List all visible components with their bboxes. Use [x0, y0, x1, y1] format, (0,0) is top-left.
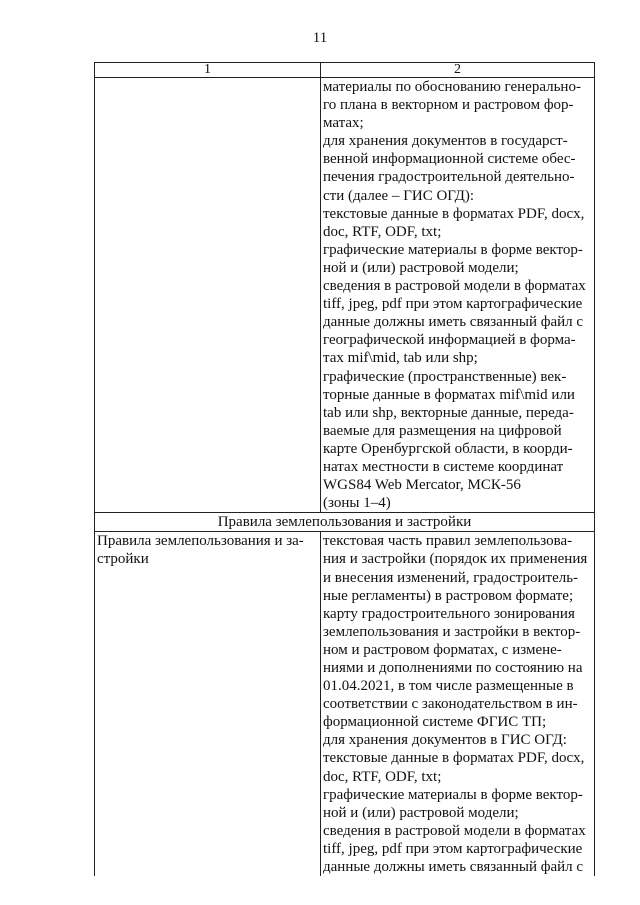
- cell-text-line: торные данные в форматах mif\mid или: [323, 386, 575, 403]
- cell-text-line: данные должны иметь связанный файл с: [323, 859, 584, 876]
- cell-text-line: землепользования и застройки в вектор-: [323, 623, 581, 640]
- cell-text-line: сведения в растровой модели в форматах: [323, 822, 586, 839]
- row-3-col-2: [321, 532, 595, 876]
- requirements-table: [94, 62, 595, 876]
- cell-text-line: и внесения изменений, градостроитель-: [323, 569, 579, 586]
- cell-text-line: карту градостроительного зонирования: [323, 605, 575, 622]
- cell-text-line: матах;: [323, 115, 364, 132]
- cell-text-line: для хранения документов в ГИС ОГД:: [323, 732, 567, 749]
- column-header-2: 2: [321, 63, 595, 78]
- cell-text-line: для хранения документов в государст-: [323, 133, 568, 150]
- row-3-col-1: [95, 532, 321, 876]
- cell-text-line: ной и (или) растровой модели;: [323, 259, 519, 276]
- cell-text-line: натах местности в системе координат: [323, 458, 564, 475]
- cell-text-line: сти (далее – ГИС ОГД):: [323, 187, 475, 204]
- cell-text-line: tiff, jpeg, pdf при этом картографические: [323, 840, 583, 857]
- cell-text-line: географической информацией в форма-: [323, 332, 576, 349]
- cell-text-line: 01.04.2021, в том числе размещенные в: [323, 678, 574, 695]
- cell-text-line: doc, RTF, ODF, txt;: [323, 223, 442, 240]
- cell-text-line: ваемые для размещения на цифровой: [323, 422, 562, 439]
- cell-text-line: текстовые данные в форматах PDF, docx,: [323, 205, 585, 222]
- cell-text-line: Правила землепользования и за-: [97, 533, 304, 550]
- cell-text-line: ные регламенты) в растровом формате;: [323, 587, 574, 604]
- cell-text-line: ния и застройки (порядок их применения: [323, 551, 588, 568]
- cell-text-line: tab или shp, векторные данные, переда-: [323, 404, 574, 421]
- cell-text-line: ниями и дополнениями по состоянию на: [323, 660, 583, 676]
- cell-text-line: го плана в векторном и растровом фор-: [323, 97, 574, 114]
- section-title: Правила землепользования и застройки: [95, 513, 595, 532]
- cell-text-line: карте Оренбургской области, в коорди-: [323, 440, 573, 457]
- cell-text-line: данные должны иметь связанный файл с: [323, 314, 584, 331]
- cell-text-line: соответствии с законодательством в ин-: [323, 696, 578, 713]
- cell-text-line: tiff, jpeg, pdf при этом картографические: [323, 296, 583, 313]
- table-row: [95, 532, 595, 876]
- cell-text-line: венной информационной системе обес-: [323, 151, 576, 168]
- table-header-row: [95, 63, 595, 78]
- column-header-1: 1: [95, 63, 321, 78]
- cell-text-line: сведения в растровой модели в форматах: [323, 278, 586, 295]
- row-1-col-1: [95, 78, 321, 513]
- cell-text-line: doc, RTF, ODF, txt;: [323, 768, 442, 785]
- cell-text-line: текстовая часть правил землепользова-: [323, 533, 573, 550]
- cell-text-line: (зоны 1–4): [323, 495, 391, 512]
- cell-text-line: WGS84 Web Mercator, МСК-56: [323, 477, 521, 494]
- cell-text-line: стройки: [97, 551, 149, 568]
- cell-text-line: ной и (или) растровой модели;: [323, 804, 519, 821]
- table-row: [95, 78, 595, 513]
- cell-text-line: формационной системе ФГИС ТП;: [323, 714, 547, 731]
- cell-text-line: графические материалы в форме вектор-: [323, 241, 583, 258]
- cell-text-line: материалы по обоснованию генерально-: [323, 79, 581, 95]
- page-number: 11: [312, 30, 328, 46]
- cell-text-line: ном и растровом форматах, с измене-: [323, 641, 562, 658]
- section-row: [95, 513, 595, 532]
- cell-text-line: текстовые данные в форматах PDF, docx,: [323, 750, 585, 767]
- cell-text-line: графические (пространственные) век-: [323, 368, 567, 385]
- row-1-col-2: [321, 78, 595, 513]
- cell-text-line: графические материалы в форме вектор-: [323, 786, 583, 803]
- cell-text-line: печения градостроительной деятельно-: [323, 169, 575, 186]
- cell-text-line: тах mif\mid, tab или shp;: [323, 350, 478, 367]
